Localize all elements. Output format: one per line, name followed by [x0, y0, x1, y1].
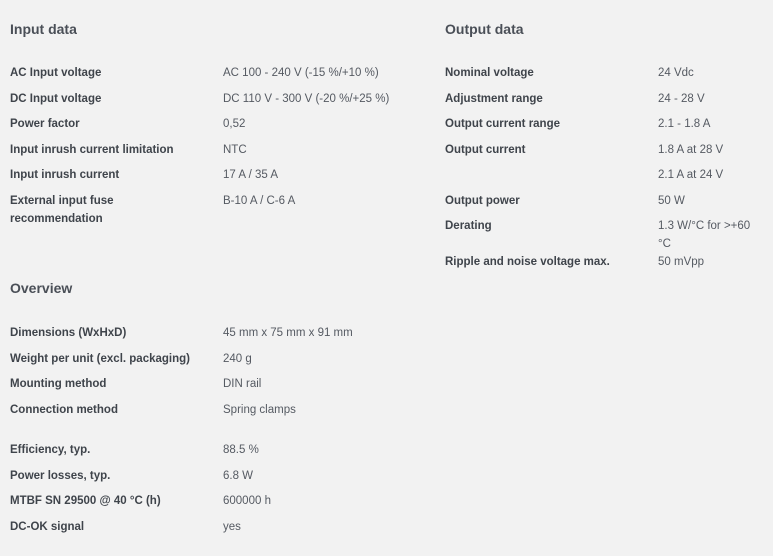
- spec-label: Efficiency, typ.: [10, 444, 91, 456]
- spec-label: MTBF SN 29500 @ 40 °C (h): [10, 495, 161, 507]
- overview-table: [10, 324, 430, 543]
- spec-label: Input inrush current limitation: [10, 143, 174, 156]
- table-row: [10, 64, 430, 90]
- spec-label: Nominal voltage: [445, 67, 534, 79]
- table-row: [10, 115, 430, 141]
- spec-value: 24 - 28 V: [658, 92, 705, 105]
- spec-value: AC 100 - 240 V (-15 %/+10 %): [223, 67, 379, 79]
- spec-value: 6.8 W: [223, 469, 254, 482]
- table-row: [445, 64, 765, 90]
- table-row: [445, 141, 765, 167]
- spec-label: Power factor: [10, 118, 80, 130]
- table-row: [10, 166, 430, 192]
- spec-label: Adjustment range: [445, 92, 543, 105]
- table-row: [445, 90, 765, 116]
- spec-label: DC Input voltage: [10, 92, 102, 105]
- spec-value: DC 110 V - 300 V (-20 %/+25 %): [223, 92, 390, 105]
- spec-value: 50 W: [658, 194, 685, 207]
- spec-value: yes: [223, 520, 241, 533]
- spec-label: Dimensions (WxHxD): [10, 327, 127, 339]
- spec-label: Connection method: [10, 403, 118, 416]
- table-row: [10, 192, 430, 228]
- spec-value: 0,52: [223, 118, 246, 130]
- row-spacer: [10, 426, 430, 441]
- spec-value: Spring clamps: [223, 403, 296, 416]
- output-data-title: Output data: [445, 21, 524, 37]
- spec-label: Ripple and noise voltage max.: [445, 256, 610, 268]
- spec-label: AC Input voltage: [10, 67, 102, 79]
- spec-label: Output current range: [445, 118, 561, 130]
- spec-value: 2.1 - 1.8 A: [658, 118, 711, 130]
- table-row: [10, 441, 430, 467]
- spec-label: Mounting method: [10, 378, 107, 390]
- input-data-title: Input data: [10, 21, 77, 37]
- spec-value: 17 A / 35 A: [223, 169, 278, 181]
- table-row: [445, 217, 765, 253]
- spec-value: 2.1 A at 24 V: [658, 169, 724, 181]
- spec-value: 88.5 %: [223, 444, 259, 456]
- spec-label: DC-OK signal: [10, 520, 85, 533]
- table-row: [445, 192, 765, 218]
- spec-value: 45 mm x 75 mm x 91 mm: [223, 327, 353, 339]
- table-row: [10, 324, 430, 350]
- table-row: [445, 253, 765, 279]
- spec-label: Output power: [445, 194, 520, 207]
- spec-value: 600000 h: [223, 495, 271, 507]
- table-row: [10, 518, 430, 544]
- spec-label: Input inrush current: [10, 169, 120, 181]
- spec-label: External input fuse recommendation: [10, 194, 114, 225]
- spec-label: [445, 166, 658, 192]
- table-row: [10, 141, 430, 167]
- table-row: [445, 166, 765, 192]
- overview-title: Overview: [10, 280, 73, 296]
- table-row: [445, 115, 765, 141]
- table-row: [10, 401, 430, 427]
- spec-value: 24 Vdc: [658, 67, 694, 79]
- spec-label: Output current: [445, 143, 526, 156]
- spec-value: NTC: [223, 143, 247, 156]
- table-row: [10, 467, 430, 493]
- output-data-table: [445, 64, 765, 279]
- spec-label: Power losses, typ.: [10, 469, 111, 482]
- spec-value: 1.3 W/°C for >+60 °C: [658, 220, 751, 250]
- spec-value: DIN rail: [223, 378, 262, 390]
- spec-value: 240 g: [223, 352, 252, 365]
- table-row: [10, 90, 430, 116]
- table-row: [10, 492, 430, 518]
- table-row: [10, 350, 430, 376]
- spec-label: Weight per unit (excl. packaging): [10, 352, 190, 365]
- spec-value: 50 mVpp: [658, 256, 705, 268]
- input-data-table: [10, 64, 430, 228]
- table-row: [10, 375, 430, 401]
- spec-label: Derating: [445, 220, 492, 232]
- spec-value: 1.8 A at 28 V: [658, 143, 724, 156]
- spec-value: B-10 A / C-6 A: [223, 194, 296, 207]
